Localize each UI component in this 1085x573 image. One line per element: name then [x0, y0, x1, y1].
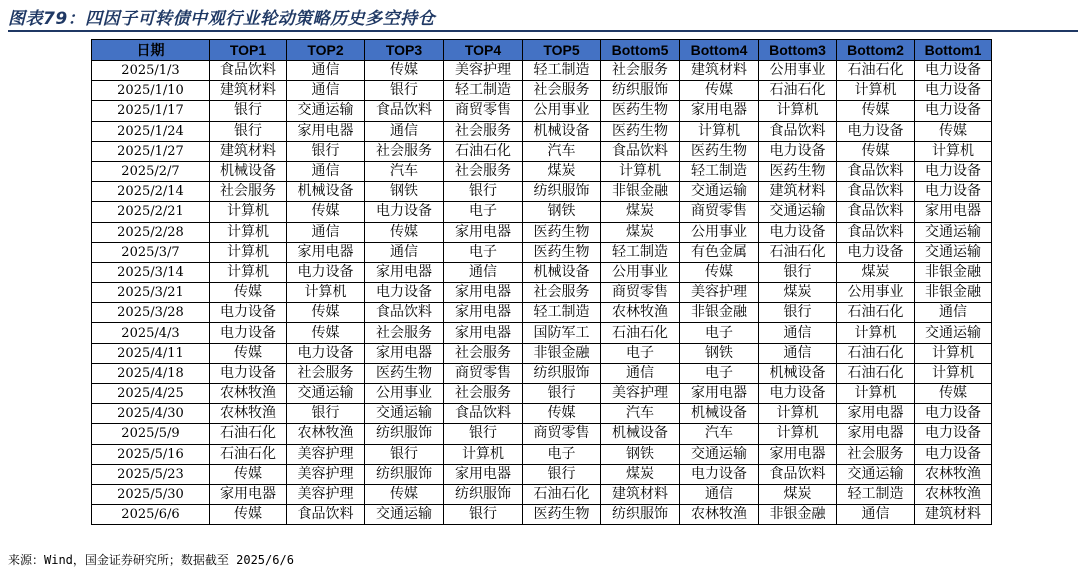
industry-cell: 家用电器 [444, 464, 523, 484]
industry-cell: 机械设备 [680, 404, 759, 424]
industry-cell: 石油石化 [837, 343, 915, 363]
industry-cell: 农林牧渔 [210, 404, 287, 424]
industry-cell: 传媒 [210, 343, 287, 363]
industry-cell: 通信 [837, 505, 915, 525]
industry-cell: 食品饮料 [444, 404, 523, 424]
table-row [92, 262, 992, 282]
industry-cell: 机械设备 [601, 424, 680, 444]
industry-cell: 纺织服饰 [365, 424, 444, 444]
industry-cell: 石油石化 [444, 141, 523, 161]
industry-cell: 通信 [287, 81, 365, 101]
industry-cell: 社会服务 [444, 161, 523, 181]
industry-cell: 电子 [523, 444, 601, 464]
industry-cell: 电力设备 [915, 161, 992, 181]
date-cell: 2025/3/21 [92, 283, 210, 303]
industry-cell: 食品饮料 [365, 303, 444, 323]
column-header: Bottom1 [915, 40, 992, 61]
industry-cell: 计算机 [915, 343, 992, 363]
industry-cell: 电力设备 [287, 343, 365, 363]
industry-cell: 煤炭 [837, 262, 915, 282]
industry-cell: 煤炭 [601, 464, 680, 484]
industry-cell: 家用电器 [444, 303, 523, 323]
industry-cell: 医药生物 [523, 242, 601, 262]
industry-cell: 电子 [444, 242, 523, 262]
column-header: Bottom4 [680, 40, 759, 61]
industry-cell: 食品饮料 [837, 222, 915, 242]
industry-cell: 农林牧渔 [680, 505, 759, 525]
industry-cell: 煤炭 [601, 222, 680, 242]
industry-cell: 社会服务 [601, 61, 680, 81]
table-row [92, 283, 992, 303]
industry-cell: 食品饮料 [837, 161, 915, 181]
industry-cell: 汽车 [523, 141, 601, 161]
table-row [92, 444, 992, 464]
industry-cell: 农林牧渔 [601, 303, 680, 323]
industry-cell: 非银金融 [759, 505, 837, 525]
table-row [92, 202, 992, 222]
industry-cell: 社会服务 [523, 81, 601, 101]
industry-cell: 通信 [287, 222, 365, 242]
industry-cell: 美容护理 [680, 283, 759, 303]
industry-cell: 美容护理 [287, 464, 365, 484]
industry-cell: 银行 [287, 404, 365, 424]
column-header: TOP4 [444, 40, 523, 61]
industry-cell: 交通运输 [915, 222, 992, 242]
date-cell: 2025/1/27 [92, 141, 210, 161]
date-cell: 2025/3/14 [92, 262, 210, 282]
industry-cell: 通信 [915, 303, 992, 323]
date-cell: 2025/4/30 [92, 404, 210, 424]
industry-cell: 计算机 [837, 384, 915, 404]
table-row [92, 424, 992, 444]
industry-cell: 医药生物 [601, 121, 680, 141]
industry-cell: 传媒 [287, 303, 365, 323]
industry-cell: 传媒 [287, 202, 365, 222]
industry-cell: 电力设备 [759, 384, 837, 404]
industry-cell: 美容护理 [444, 61, 523, 81]
industry-cell: 轻工制造 [601, 242, 680, 262]
industry-cell: 传媒 [837, 141, 915, 161]
industry-cell: 食品饮料 [210, 61, 287, 81]
industry-cell: 传媒 [837, 101, 915, 121]
column-header-date: 日期 [92, 40, 210, 61]
industry-cell: 电子 [444, 202, 523, 222]
industry-cell: 机械设备 [210, 161, 287, 181]
industry-cell: 钢铁 [601, 444, 680, 464]
industry-cell: 通信 [759, 323, 837, 343]
industry-cell: 建筑材料 [601, 484, 680, 504]
industry-cell: 食品饮料 [601, 141, 680, 161]
industry-cell: 轻工制造 [837, 484, 915, 504]
date-cell: 2025/4/11 [92, 343, 210, 363]
industry-cell: 纺织服饰 [365, 464, 444, 484]
industry-cell: 石油石化 [837, 363, 915, 383]
column-header: TOP2 [287, 40, 365, 61]
industry-cell: 交通运输 [915, 242, 992, 262]
table-row [92, 404, 992, 424]
industry-cell: 计算机 [680, 121, 759, 141]
industry-cell: 石油石化 [601, 323, 680, 343]
industry-cell: 轻工制造 [680, 161, 759, 181]
industry-cell: 银行 [759, 303, 837, 323]
industry-cell: 银行 [210, 101, 287, 121]
table-row [92, 484, 992, 504]
column-header: TOP5 [523, 40, 601, 61]
industry-cell: 钢铁 [680, 343, 759, 363]
industry-cell: 传媒 [680, 262, 759, 282]
industry-cell: 医药生物 [523, 505, 601, 525]
industry-cell: 电力设备 [915, 101, 992, 121]
industry-cell: 石油石化 [759, 242, 837, 262]
industry-cell: 交通运输 [680, 444, 759, 464]
industry-cell: 农林牧渔 [210, 384, 287, 404]
column-header: Bottom5 [601, 40, 680, 61]
industry-cell: 计算机 [210, 202, 287, 222]
industry-cell: 传媒 [365, 61, 444, 81]
industry-cell: 建筑材料 [680, 61, 759, 81]
industry-cell: 银行 [444, 182, 523, 202]
industry-cell: 食品饮料 [287, 505, 365, 525]
industry-cell: 电力设备 [915, 444, 992, 464]
date-cell: 2025/5/30 [92, 484, 210, 504]
industry-cell: 轻工制造 [444, 81, 523, 101]
industry-cell: 家用电器 [837, 424, 915, 444]
industry-cell: 家用电器 [444, 283, 523, 303]
date-cell: 2025/1/24 [92, 121, 210, 141]
industry-cell: 电力设备 [915, 61, 992, 81]
industry-cell: 传媒 [915, 121, 992, 141]
industry-cell: 家用电器 [287, 121, 365, 141]
date-cell: 2025/1/10 [92, 81, 210, 101]
date-cell: 2025/2/28 [92, 222, 210, 242]
industry-cell: 纺织服饰 [601, 81, 680, 101]
industry-cell: 食品饮料 [759, 464, 837, 484]
industry-cell: 汽车 [365, 161, 444, 181]
industry-cell: 电力设备 [915, 182, 992, 202]
industry-cell: 建筑材料 [210, 81, 287, 101]
industry-cell: 机械设备 [523, 262, 601, 282]
industry-cell: 交通运输 [287, 101, 365, 121]
industry-cell: 商贸零售 [444, 363, 523, 383]
industry-cell: 家用电器 [287, 242, 365, 262]
industry-cell: 家用电器 [444, 222, 523, 242]
industry-cell: 家用电器 [837, 404, 915, 424]
column-header: Bottom2 [837, 40, 915, 61]
industry-cell: 银行 [287, 141, 365, 161]
industry-cell: 农林牧渔 [915, 484, 992, 504]
date-cell: 2025/2/21 [92, 202, 210, 222]
industry-cell: 交通运输 [915, 323, 992, 343]
table-row [92, 161, 992, 181]
table-row [92, 343, 992, 363]
industry-cell: 美容护理 [287, 484, 365, 504]
industry-cell: 家用电器 [365, 262, 444, 282]
industry-cell: 石油石化 [837, 303, 915, 323]
industry-cell: 家用电器 [444, 323, 523, 343]
date-cell: 2025/5/16 [92, 444, 210, 464]
industry-cell: 计算机 [915, 141, 992, 161]
industry-cell: 传媒 [680, 81, 759, 101]
industry-cell: 电力设备 [759, 141, 837, 161]
industry-cell: 医药生物 [759, 161, 837, 181]
industry-cell: 电力设备 [837, 121, 915, 141]
industry-cell: 计算机 [759, 424, 837, 444]
industry-cell: 机械设备 [287, 182, 365, 202]
industry-cell: 公用事业 [837, 283, 915, 303]
table-row [92, 141, 992, 161]
figure-title: 图表79：四因子可转债中观行业轮动策略历史多空持仓 [8, 9, 436, 29]
date-cell: 2025/1/3 [92, 61, 210, 81]
industry-cell: 交通运输 [287, 384, 365, 404]
table-row [92, 182, 992, 202]
industry-cell: 煤炭 [759, 484, 837, 504]
industry-cell: 石油石化 [523, 484, 601, 504]
date-cell: 2025/4/3 [92, 323, 210, 343]
table-row [92, 384, 992, 404]
industry-cell: 建筑材料 [210, 141, 287, 161]
industry-cell: 传媒 [287, 323, 365, 343]
table-row [92, 505, 992, 525]
industry-cell: 非银金融 [523, 343, 601, 363]
industry-cell: 计算机 [837, 323, 915, 343]
industry-cell: 石油石化 [837, 61, 915, 81]
industry-cell: 计算机 [210, 262, 287, 282]
industry-cell: 纺织服饰 [523, 182, 601, 202]
industry-cell: 食品饮料 [759, 121, 837, 141]
industry-cell: 社会服务 [837, 444, 915, 464]
table-row [92, 61, 992, 81]
industry-cell: 家用电器 [680, 384, 759, 404]
industry-cell: 银行 [210, 121, 287, 141]
industry-cell: 建筑材料 [759, 182, 837, 202]
industry-cell: 国防军工 [523, 323, 601, 343]
industry-cell: 电力设备 [915, 81, 992, 101]
industry-cell: 社会服务 [365, 323, 444, 343]
industry-cell: 计算机 [915, 363, 992, 383]
date-cell: 2025/1/17 [92, 101, 210, 121]
industry-cell: 食品饮料 [837, 202, 915, 222]
industry-cell: 公用事业 [523, 101, 601, 121]
industry-cell: 家用电器 [680, 101, 759, 121]
industry-cell: 计算机 [601, 161, 680, 181]
industry-cell: 家用电器 [210, 484, 287, 504]
industry-cell: 交通运输 [680, 182, 759, 202]
industry-cell: 交通运输 [837, 464, 915, 484]
industry-cell: 医药生物 [365, 363, 444, 383]
industry-cell: 食品饮料 [837, 182, 915, 202]
date-cell: 2025/2/7 [92, 161, 210, 181]
industry-cell: 传媒 [365, 484, 444, 504]
industry-cell: 家用电器 [759, 444, 837, 464]
industry-cell: 计算机 [759, 101, 837, 121]
industry-cell: 家用电器 [365, 343, 444, 363]
industry-cell: 传媒 [915, 384, 992, 404]
industry-cell: 建筑材料 [915, 505, 992, 525]
industry-cell: 石油石化 [759, 81, 837, 101]
industry-cell: 电力设备 [915, 424, 992, 444]
industry-cell: 轻工制造 [523, 61, 601, 81]
industry-cell: 银行 [444, 505, 523, 525]
industry-cell: 交通运输 [759, 202, 837, 222]
column-header: Bottom3 [759, 40, 837, 61]
header-row [92, 40, 992, 61]
source-note: 来源：Wind，国金证券研究所；数据截至 2025/6/6 [8, 553, 294, 567]
industry-cell: 传媒 [210, 283, 287, 303]
industry-cell: 传媒 [210, 505, 287, 525]
industry-cell: 通信 [601, 363, 680, 383]
industry-cell: 电力设备 [759, 222, 837, 242]
industry-cell: 公用事业 [759, 61, 837, 81]
column-header: TOP1 [210, 40, 287, 61]
date-cell: 2025/3/7 [92, 242, 210, 262]
industry-cell: 食品饮料 [365, 101, 444, 121]
industry-cell: 银行 [444, 424, 523, 444]
industry-cell: 轻工制造 [523, 303, 601, 323]
table-row [92, 303, 992, 323]
table-row [92, 121, 992, 141]
industry-cell: 电力设备 [680, 464, 759, 484]
industry-cell: 计算机 [837, 81, 915, 101]
industry-cell: 社会服务 [287, 363, 365, 383]
industry-cell: 非银金融 [680, 303, 759, 323]
industry-cell: 商贸零售 [601, 283, 680, 303]
date-cell: 2025/4/25 [92, 384, 210, 404]
industry-cell: 社会服务 [365, 141, 444, 161]
industry-cell: 电力设备 [210, 363, 287, 383]
industry-cell: 公用事业 [365, 384, 444, 404]
title-divider [8, 30, 1078, 32]
industry-cell: 计算机 [287, 283, 365, 303]
date-cell: 2025/5/23 [92, 464, 210, 484]
table-row [92, 363, 992, 383]
industry-cell: 通信 [680, 484, 759, 504]
industry-cell: 电力设备 [210, 323, 287, 343]
industry-cell: 医药生物 [601, 101, 680, 121]
industry-cell: 非银金融 [601, 182, 680, 202]
industry-cell: 电子 [680, 323, 759, 343]
industry-cell: 通信 [287, 61, 365, 81]
industry-cell: 通信 [759, 343, 837, 363]
industry-cell: 钢铁 [365, 182, 444, 202]
industry-cell: 社会服务 [210, 182, 287, 202]
industry-cell: 非银金融 [915, 262, 992, 282]
industry-cell: 煤炭 [601, 202, 680, 222]
industry-cell: 煤炭 [759, 283, 837, 303]
industry-cell: 医药生物 [680, 141, 759, 161]
table-row [92, 101, 992, 121]
table-row [92, 81, 992, 101]
industry-cell: 电子 [680, 363, 759, 383]
industry-cell: 银行 [523, 384, 601, 404]
industry-cell: 通信 [287, 161, 365, 181]
industry-cell: 机械设备 [759, 363, 837, 383]
industry-cell: 通信 [365, 121, 444, 141]
industry-cell: 计算机 [210, 242, 287, 262]
industry-cell: 传媒 [210, 464, 287, 484]
industry-cell: 社会服务 [523, 283, 601, 303]
industry-cell: 有色金属 [680, 242, 759, 262]
industry-cell: 传媒 [523, 404, 601, 424]
industry-cell: 商贸零售 [444, 101, 523, 121]
industry-cell: 纺织服饰 [444, 484, 523, 504]
industry-cell: 电力设备 [365, 283, 444, 303]
industry-cell: 石油石化 [210, 424, 287, 444]
industry-cell: 电力设备 [287, 262, 365, 282]
table-row [92, 242, 992, 262]
industry-cell: 电力设备 [915, 404, 992, 424]
table-row [92, 323, 992, 343]
industry-cell: 公用事业 [601, 262, 680, 282]
column-header: TOP3 [365, 40, 444, 61]
date-cell: 2025/4/18 [92, 363, 210, 383]
industry-cell: 传媒 [365, 222, 444, 242]
industry-cell: 通信 [365, 242, 444, 262]
industry-cell: 商贸零售 [680, 202, 759, 222]
industry-cell: 钢铁 [523, 202, 601, 222]
industry-cell: 交通运输 [365, 404, 444, 424]
industry-cell: 电子 [601, 343, 680, 363]
industry-cell: 农林牧渔 [915, 464, 992, 484]
industry-cell: 石油石化 [210, 444, 287, 464]
industry-cell: 美容护理 [601, 384, 680, 404]
date-cell: 2025/2/14 [92, 182, 210, 202]
industry-cell: 交通运输 [365, 505, 444, 525]
industry-cell: 汽车 [680, 424, 759, 444]
industry-cell: 计算机 [759, 404, 837, 424]
table-row [92, 464, 992, 484]
industry-cell: 机械设备 [523, 121, 601, 141]
date-cell: 2025/6/6 [92, 505, 210, 525]
industry-cell: 公用事业 [680, 222, 759, 242]
industry-cell: 煤炭 [523, 161, 601, 181]
industry-cell: 纺织服饰 [601, 505, 680, 525]
industry-cell: 农林牧渔 [287, 424, 365, 444]
industry-cell: 电力设备 [837, 242, 915, 262]
industry-cell: 医药生物 [523, 222, 601, 242]
industry-cell: 商贸零售 [523, 424, 601, 444]
industry-cell: 美容护理 [287, 444, 365, 464]
date-cell: 2025/5/9 [92, 424, 210, 444]
industry-cell: 纺织服饰 [523, 363, 601, 383]
industry-cell: 家用电器 [915, 202, 992, 222]
industry-cell: 银行 [523, 464, 601, 484]
industry-cell: 计算机 [444, 444, 523, 464]
industry-cell: 社会服务 [444, 343, 523, 363]
industry-cell: 社会服务 [444, 121, 523, 141]
industry-cell: 银行 [759, 262, 837, 282]
industry-cell: 汽车 [601, 404, 680, 424]
industry-cell: 电力设备 [210, 303, 287, 323]
industry-cell: 电力设备 [365, 202, 444, 222]
industry-cell: 通信 [444, 262, 523, 282]
industry-cell: 非银金融 [915, 283, 992, 303]
industry-cell: 银行 [365, 444, 444, 464]
industry-cell: 银行 [365, 81, 444, 101]
industry-cell: 计算机 [210, 222, 287, 242]
industry-cell: 社会服务 [444, 384, 523, 404]
holdings-table [91, 39, 992, 525]
date-cell: 2025/3/28 [92, 303, 210, 323]
table-row [92, 222, 992, 242]
